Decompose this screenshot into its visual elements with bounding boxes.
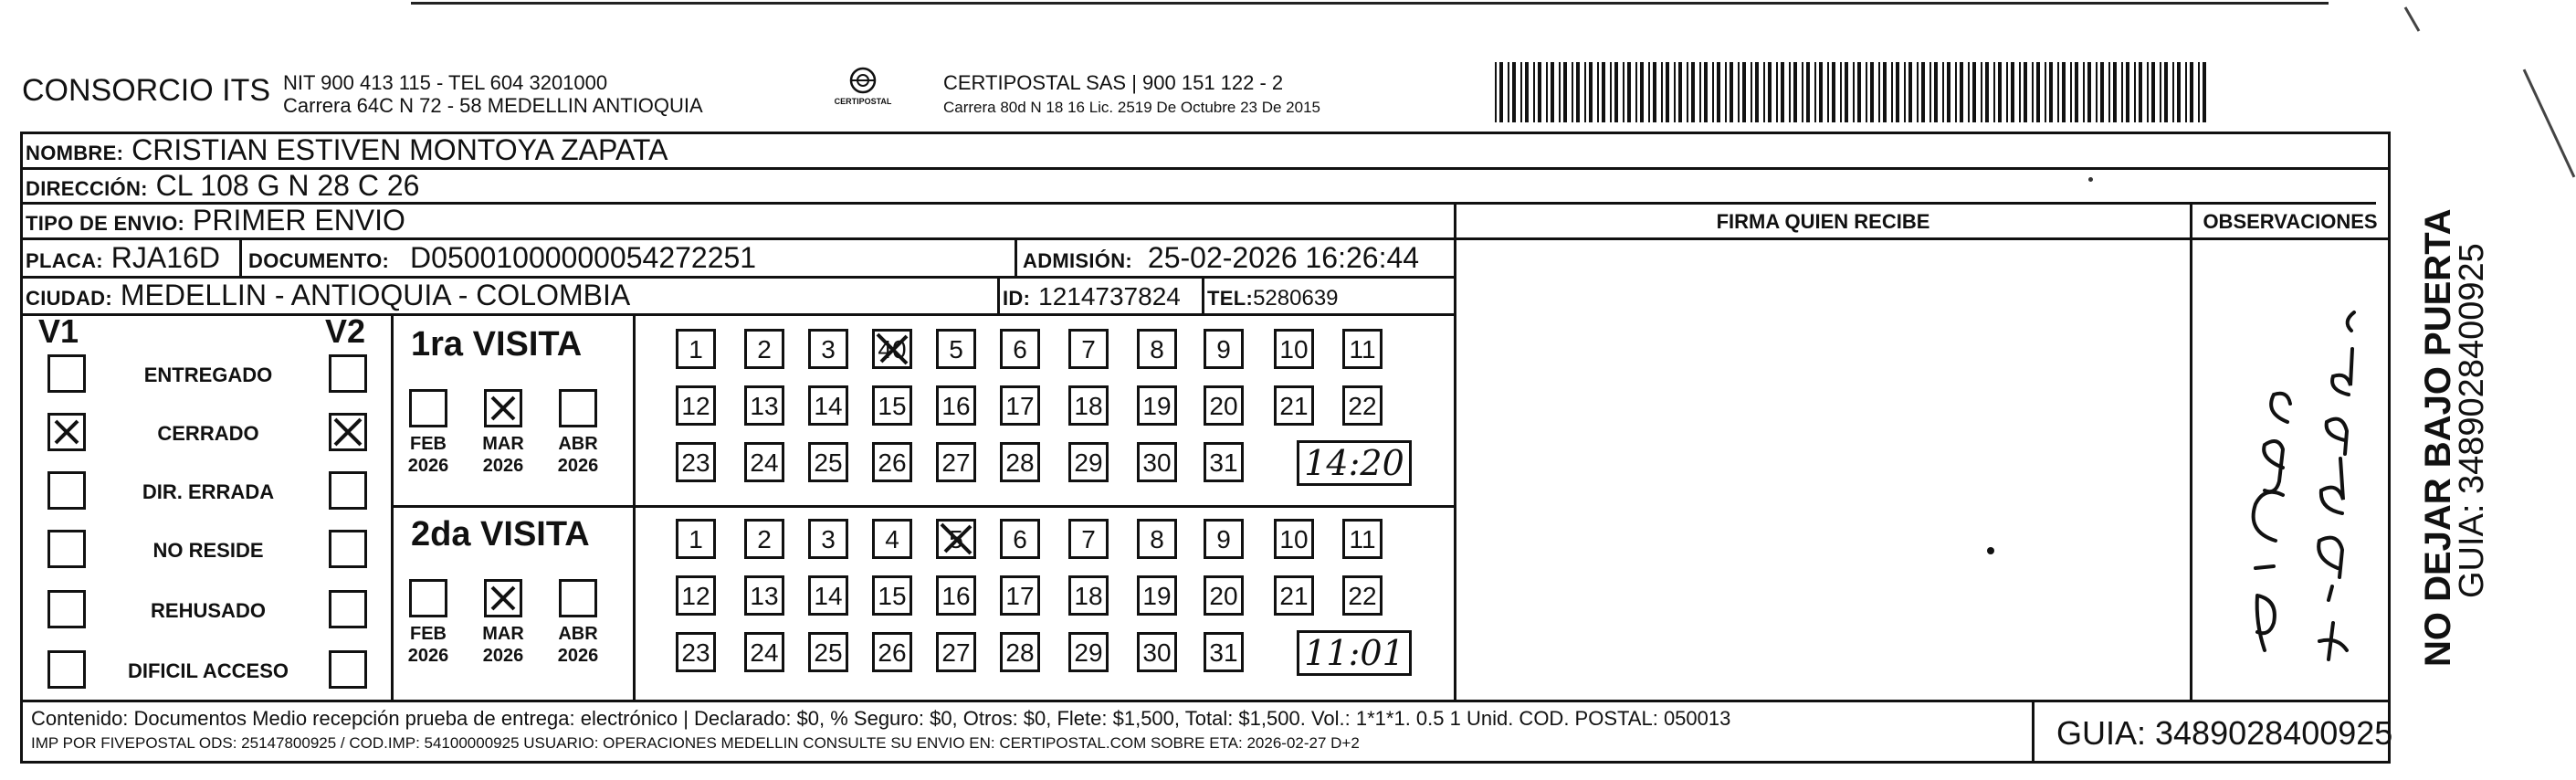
row-divider (20, 237, 2391, 240)
month-name: MAR (482, 434, 524, 454)
day-box[interactable]: 15 (872, 385, 912, 426)
day-box[interactable]: 27 (936, 442, 976, 482)
placa-value: RJA16D (110, 241, 220, 274)
observaciones-header: OBSERVACIONES (2203, 210, 2378, 233)
status-label: REHUSADO (151, 599, 266, 622)
v1-checkbox[interactable] (47, 650, 86, 689)
day-box[interactable]: 23 (676, 442, 716, 482)
day-box[interactable]: 25 (808, 442, 848, 482)
day-box[interactable]: 18 (1068, 575, 1109, 616)
month-label (476, 433, 531, 477)
tel-value: 5280639 (1253, 286, 1339, 311)
admision-label: ADMISIÓN: (1023, 249, 1133, 272)
day-box[interactable]: 2 (744, 329, 784, 369)
visit-time: 11:01 (1297, 630, 1412, 676)
day-box[interactable]: 28 (1000, 442, 1040, 482)
month-name: ABR (558, 434, 598, 454)
day-box[interactable]: 3 (808, 329, 848, 369)
month-label (551, 623, 605, 667)
month-year: 2026 (482, 456, 524, 476)
firma-header: FIRMA QUIEN RECIBE (1716, 210, 1930, 233)
day-box[interactable]: 16 (936, 385, 976, 426)
documento-label: DOCUMENTO: (248, 249, 390, 272)
month-checkbox[interactable] (484, 579, 522, 617)
day-box[interactable]: 20 (1204, 385, 1244, 426)
day-box[interactable]: 13 (744, 575, 784, 616)
footer-content: Contenido: Documentos Medio recepción prueba de entrega: electrónico | Declarado: $0, % Seguro: $0, Otros: $0, Flete: $1,500, Total: $1,500. Vol.: 1*1*1. 0.5 1 Unid. COD. POSTAL: 050013 (31, 707, 1731, 730)
month-checkbox[interactable] (409, 389, 447, 427)
day-box[interactable]: 10 (1274, 519, 1314, 559)
tel-field (1207, 279, 1339, 312)
day-box[interactable]: 24 (744, 632, 784, 672)
dot-mark (2088, 177, 2093, 182)
month-name: FEB (410, 624, 447, 644)
day-box[interactable]: 12 (676, 385, 716, 426)
day-box[interactable]: 16 (936, 575, 976, 616)
day-box[interactable]: 26 (872, 632, 912, 672)
day-box[interactable]: 11 (1342, 519, 1383, 559)
day-box[interactable]: 12 (676, 575, 716, 616)
visit-divider (391, 505, 1454, 508)
day-box[interactable]: 30 (1137, 442, 1177, 482)
tipo-label: TIPO DE ENVIO: (26, 212, 185, 235)
day-box[interactable]: 7 (1068, 519, 1109, 559)
v1-header: V1 (38, 312, 79, 350)
day-box[interactable]: 18 (1068, 385, 1109, 426)
day-box[interactable]: 15 (872, 575, 912, 616)
day-box[interactable]: 21 (1274, 575, 1314, 616)
day-box[interactable]: 8 (1137, 519, 1177, 559)
v1-checkbox[interactable] (47, 354, 86, 393)
carrier-line1: CERTIPOSTAL SAS | 900 151 122 - 2 (943, 71, 1284, 94)
v2-checkbox[interactable] (329, 471, 367, 510)
day-box[interactable]: 22 (1342, 385, 1383, 426)
month-checkbox[interactable] (559, 389, 597, 427)
visit2-title: 2da VISITA (411, 515, 590, 553)
company-line1: NIT 900 413 115 - TEL 604 3201000 (283, 71, 608, 94)
month-year: 2026 (557, 646, 599, 666)
ciudad-field (26, 279, 630, 312)
ciudad-label: CIUDAD: (26, 287, 112, 310)
status-label: DIFICIL ACCESO (127, 659, 289, 682)
v1-checkbox[interactable] (47, 413, 86, 451)
status-label: ENTREGADO (143, 364, 273, 386)
day-box[interactable]: 11 (1342, 329, 1383, 369)
top-border (411, 2, 2329, 5)
month-label (551, 433, 605, 477)
ciudad-value: MEDELLIN - ANTIOQUIA - COLOMBIA (120, 279, 631, 311)
tel-label: TEL: (1207, 287, 1254, 310)
day-box[interactable]: 20 (1204, 575, 1244, 616)
admision-divider (1015, 237, 1017, 276)
day-box[interactable]: 4 (872, 519, 912, 559)
day-box[interactable]: 9 (1204, 519, 1244, 559)
visit-time: 14:20 (1297, 440, 1412, 486)
carrier-info (943, 71, 1320, 117)
day-box[interactable]: 19 (1137, 385, 1177, 426)
v2-checkbox[interactable] (329, 530, 367, 568)
v2-checkbox[interactable] (329, 590, 367, 628)
footer-divider (2032, 700, 2035, 764)
v2-checkbox[interactable] (329, 413, 367, 451)
day-box[interactable]: 5 (936, 519, 976, 559)
day-box[interactable]: 31 (1204, 632, 1244, 672)
month-year: 2026 (407, 456, 449, 476)
status-label: CERRADO (157, 422, 259, 445)
month-name: FEB (410, 434, 447, 454)
nombre-value: CRISTIAN ESTIVEN MONTOYA ZAPATA (131, 133, 668, 166)
col-divider (2388, 132, 2391, 764)
day-box[interactable]: 40 (872, 329, 912, 369)
month-checkbox[interactable] (559, 579, 597, 617)
row-divider (20, 313, 1456, 316)
observaciones-handwriting (2192, 239, 2387, 696)
day-box[interactable]: 5 (936, 329, 976, 369)
footer-print-info: IMP POR FIVEPOSTAL ODS: 25147800925 / COD.IMP: 54100000925 USUARIO: OPERACIONES MEDELLIN CONSULTE SU ENVIO EN: CERTIPOSTAL.COM SOBRE ETA: 2026-02-27 D+2 (31, 734, 1360, 752)
carrier-logo-text: CERTIPOSTAL (834, 97, 892, 106)
company-name: CONSORCIO ITS (22, 73, 271, 108)
nombre-label: NOMBRE: (26, 142, 124, 164)
day-box[interactable]: 7 (1068, 329, 1109, 369)
day-box[interactable]: 6 (1000, 329, 1040, 369)
side-guia: GUIA: 3489028400925 (2453, 243, 2491, 598)
day-box[interactable]: 26 (872, 442, 912, 482)
visit1-title: 1ra VISITA (411, 325, 583, 364)
nombre-row (26, 133, 668, 167)
row-divider (20, 700, 2391, 702)
day-box[interactable]: 1 (676, 519, 716, 559)
status-label: DIR. ERRADA (142, 480, 275, 503)
day-box[interactable]: 14 (808, 385, 848, 426)
month-label (401, 433, 456, 477)
day-box[interactable]: 1 (676, 329, 716, 369)
documento-field (248, 241, 756, 275)
day-box[interactable]: 23 (676, 632, 716, 672)
month-label (476, 623, 531, 667)
day-box[interactable]: 2 (744, 519, 784, 559)
tipo-row (26, 204, 405, 237)
day-box[interactable]: 25 (808, 632, 848, 672)
day-box[interactable]: 27 (936, 632, 976, 672)
day-box[interactable]: 21 (1274, 385, 1314, 426)
day-box[interactable]: 13 (744, 385, 784, 426)
id-value: 1214737824 (1038, 282, 1181, 311)
day-box[interactable]: 10 (1274, 329, 1314, 369)
carrier-line2: Carrera 80d N 18 16 Lic. 2519 De Octubre 23 De 2015 (943, 99, 1320, 116)
carrier-logo (826, 66, 899, 111)
tel-divider (1202, 276, 1204, 313)
documento-value: D05001000000054272251 (410, 241, 757, 274)
right-corner-line (2404, 6, 2421, 31)
admision-field (1023, 241, 1419, 275)
day-box[interactable]: 3 (808, 519, 848, 559)
month-year: 2026 (557, 456, 599, 476)
side-warning: NO DEJAR BAJO PUERTA (2418, 208, 2458, 667)
day-box[interactable]: 8 (1137, 329, 1177, 369)
day-box[interactable]: 30 (1137, 632, 1177, 672)
day-box[interactable]: 29 (1068, 442, 1109, 482)
day-box[interactable]: 19 (1137, 575, 1177, 616)
day-box[interactable]: 28 (1000, 632, 1040, 672)
month-year: 2026 (407, 646, 449, 666)
admision-value: 25-02-2026 16:26:44 (1147, 241, 1420, 274)
placa-field (26, 241, 220, 275)
placa-label: PLACA: (26, 249, 103, 272)
placa-divider (239, 237, 242, 276)
id-label: ID: (1003, 287, 1031, 310)
day-box[interactable]: 6 (1000, 519, 1040, 559)
tipo-value: PRIMER ENVIO (193, 204, 405, 237)
v2-checkbox[interactable] (329, 354, 367, 393)
month-checkbox[interactable] (484, 389, 522, 427)
day-box[interactable]: 29 (1068, 632, 1109, 672)
company-info (283, 71, 703, 117)
direccion-label: DIRECCIÓN: (26, 177, 148, 200)
direccion-value: CL 108 G N 28 C 26 (155, 169, 420, 202)
days-divider (633, 313, 636, 700)
day-box[interactable]: 14 (808, 575, 848, 616)
company-line2: Carrera 64C N 72 - 58 MEDELLIN ANTIOQUIA (283, 94, 703, 117)
status-label: NO RESIDE (152, 539, 264, 562)
day-box[interactable]: 17 (1000, 575, 1040, 616)
month-label (401, 623, 456, 667)
dot-mark (1987, 547, 1994, 554)
month-year: 2026 (482, 646, 524, 666)
left-corner-line (2523, 69, 2576, 177)
month-name: ABR (558, 624, 598, 644)
v2-header: V2 (325, 312, 366, 350)
col-divider (1454, 202, 1456, 700)
v2-checkbox[interactable] (329, 650, 367, 689)
id-divider (997, 276, 1000, 313)
v1-checkbox[interactable] (47, 590, 86, 628)
barcode (1493, 62, 2214, 122)
day-box[interactable]: 17 (1000, 385, 1040, 426)
day-box[interactable]: 22 (1342, 575, 1383, 616)
day-box[interactable]: 9 (1204, 329, 1244, 369)
direccion-row (26, 169, 419, 203)
day-box[interactable]: 31 (1204, 442, 1244, 482)
day-box[interactable]: 24 (744, 442, 784, 482)
v1-checkbox[interactable] (47, 530, 86, 568)
month-checkbox[interactable] (409, 579, 447, 617)
month-name: MAR (482, 624, 524, 644)
v1-checkbox[interactable] (47, 471, 86, 510)
id-field (1003, 279, 1181, 312)
footer-guia: GUIA: 3489028400925 (2056, 714, 2393, 752)
